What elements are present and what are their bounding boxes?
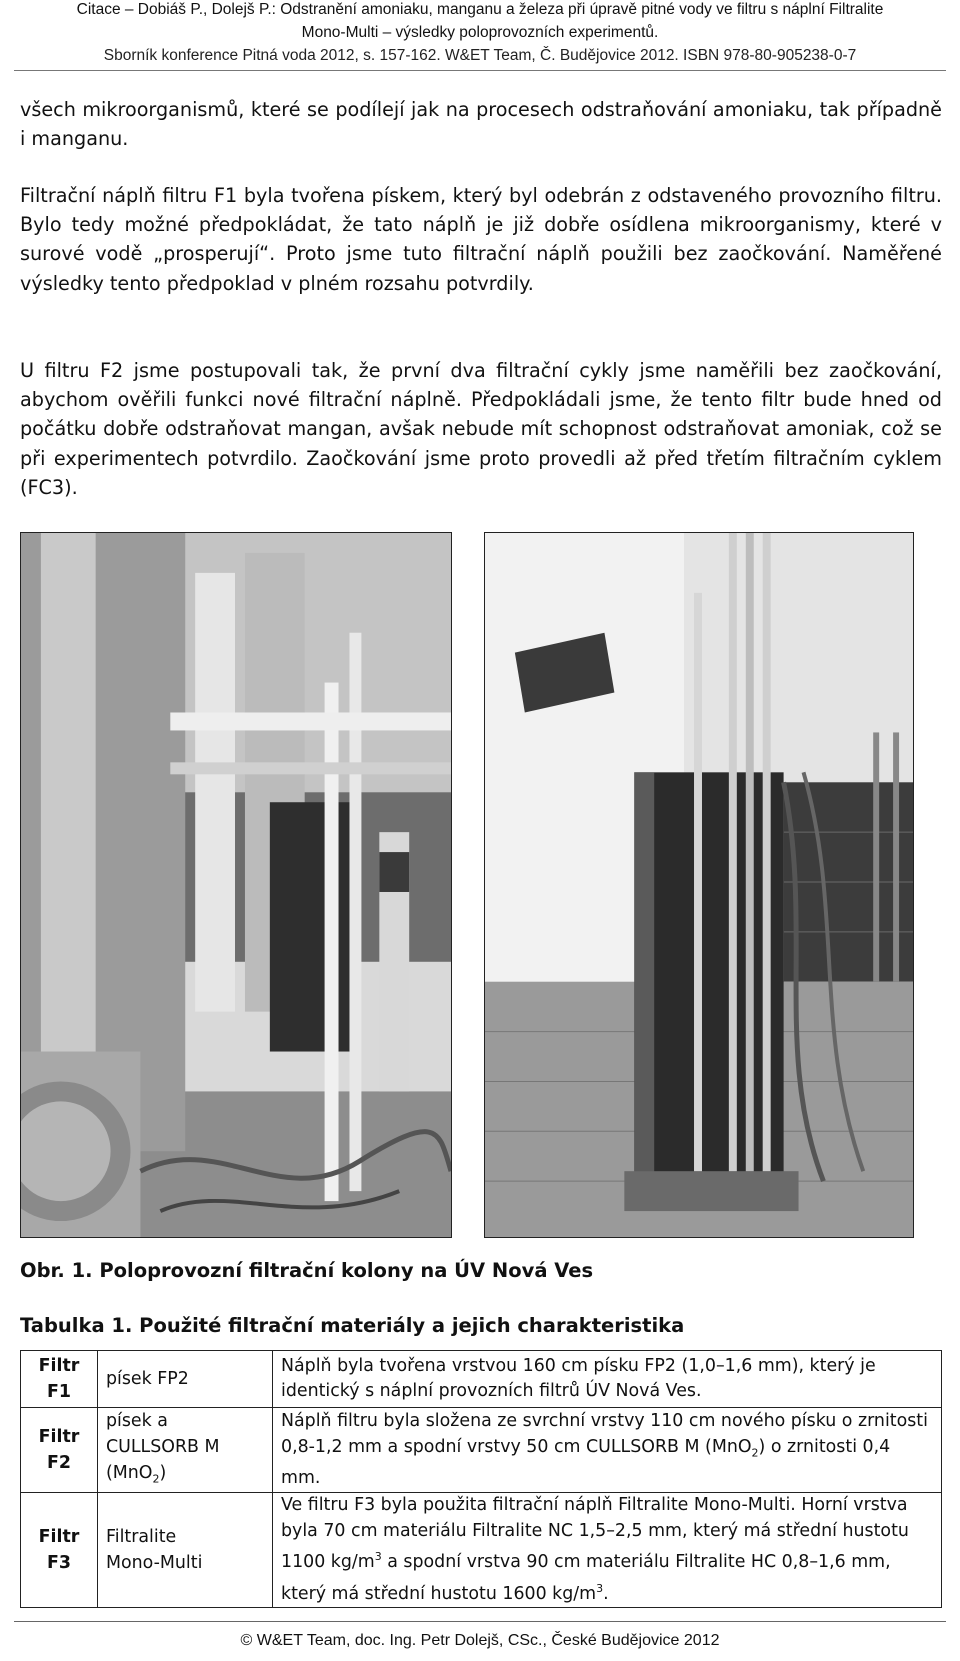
table-cell-description: Náplň byla tvořena vrstvou 160 cm písku FP2 (1,0–1,6 mm), který je identický s náplní provozních filtrů ÚV Nová Ves. xyxy=(273,1351,942,1408)
table-cell-material: písek FP2 xyxy=(98,1351,273,1408)
material-line xyxy=(106,1460,264,1492)
table-row xyxy=(21,1351,942,1408)
header-citation-line2: Mono-Multi – výsledky poloprovozních experimentů. xyxy=(301,24,659,41)
material-line: CULLSORB M xyxy=(106,1437,220,1457)
header-divider xyxy=(14,70,946,71)
filter-label: Filtr xyxy=(38,1356,80,1376)
subscript: 2 xyxy=(152,1472,160,1486)
table-cell-description xyxy=(273,1408,942,1493)
description-text: Náplň filtru byla složena ze svrchní vrstvy 110 cm nového písku o zrnitosti 0,8-1,2 mm a spodní vrstvy 50 cm CULLSORB M (MnO xyxy=(281,1411,928,1457)
photo-filter-columns-right xyxy=(484,532,914,1238)
description-text: . xyxy=(603,1583,609,1604)
description-text: Ve filtru F3 byla použita filtrační náplň Filtralite Mono-Multi. Horní vrstva byla 70 cm materiálu Filtralite NC 1,5–2,5 mm, který má střední hustotu 1100 kg/m xyxy=(281,1495,909,1573)
table-cell-description xyxy=(273,1493,942,1608)
header-proceedings: Sborník konference Pitná voda 2012, s. 157-162. W&ET Team, Č. Budějovice 2012. ISBN 978-80-905238-0-7 xyxy=(103,47,857,64)
header-citation-line1: Citace – Dobiáš P., Dolejš P.: Odstranění amoniaku, manganu a železa při úpravě pitné vody ve filtru s náplní Filtralite xyxy=(76,1,884,18)
filter-id: F1 xyxy=(47,1382,71,1402)
page-footer: © W&ET Team, doc. Ing. Petr Dolejš, CSc., České Budějovice 2012 xyxy=(240,1632,720,1649)
table-cell-material xyxy=(98,1493,273,1608)
photo-filter-columns-left xyxy=(20,532,452,1238)
description-text: ) o zrnitosti 0,4 mm. xyxy=(281,1436,891,1488)
photo-left-illustration xyxy=(21,533,451,1237)
paragraph-2: Filtrační náplň filtru F1 byla tvořena pískem, který byl odebrán z odstaveného provozního filtru. Bylo tedy možné předpokládat, že tato náplň je již dobře osídlena mikroorganismy, které v surové vodě „prosperují“. Proto jsme tuto filtrační náplň použili bez zaočkování. Naměřené výsledky tento předpoklad v plném rozsahu potvrdily. xyxy=(20,184,942,295)
material-line: písek a xyxy=(106,1411,168,1431)
materials-table xyxy=(20,1350,942,1608)
figure-caption: Obr. 1. Poloprovozní filtrační kolony na ÚV Nová Ves xyxy=(20,1259,594,1282)
photo-right-illustration xyxy=(485,533,913,1237)
filter-label: Filtr xyxy=(38,1527,80,1548)
table-cell-material xyxy=(98,1408,273,1493)
description-text: a spodní vrstva 90 cm materiálu Filtralite HC 0,8–1,6 mm, který má střední hustotu 1600 kg/m xyxy=(281,1552,891,1604)
table-cell-filter-name xyxy=(21,1351,98,1408)
table-row xyxy=(21,1493,942,1608)
filter-id: F2 xyxy=(47,1453,71,1474)
table-cell-filter-name xyxy=(21,1408,98,1493)
superscript: 3 xyxy=(596,1581,604,1595)
subscript: 2 xyxy=(751,1446,759,1460)
table-cell-filter-name xyxy=(21,1493,98,1608)
material-line: Filtralite xyxy=(106,1527,177,1548)
table-caption: Tabulka 1. Použité filtrační materiály a jejich charakteristika xyxy=(20,1314,685,1337)
paragraph-1: všech mikroorganismů, které se podílejí jak na procesech odstraňování amoniaku, tak případně i manganu. xyxy=(20,98,942,151)
paragraph-3: U filtru F2 jsme postupovali tak, že první dva filtrační cykly jsme naměřili bez zaočkování, abychom ověřili funkci nové filtrační náplně. Předpokládali jsme, že tento filtr bude hned od počátku dobře odstraňovat mangan, avšak nebude mít schopnost odstraňovat amoniak, což se při experimentech potvrdilo. Zaočkování jsme proto provedli až před třetím filtračním cyklem (FC3). xyxy=(20,359,942,499)
footer-divider xyxy=(14,1621,946,1622)
material-line: Mono-Multi xyxy=(106,1553,203,1574)
table-row xyxy=(21,1408,942,1493)
material-text: (MnO xyxy=(106,1463,153,1483)
superscript: 3 xyxy=(374,1550,382,1564)
filter-label: Filtr xyxy=(38,1427,80,1448)
filter-id: F3 xyxy=(47,1553,71,1574)
material-text: ) xyxy=(159,1463,167,1483)
